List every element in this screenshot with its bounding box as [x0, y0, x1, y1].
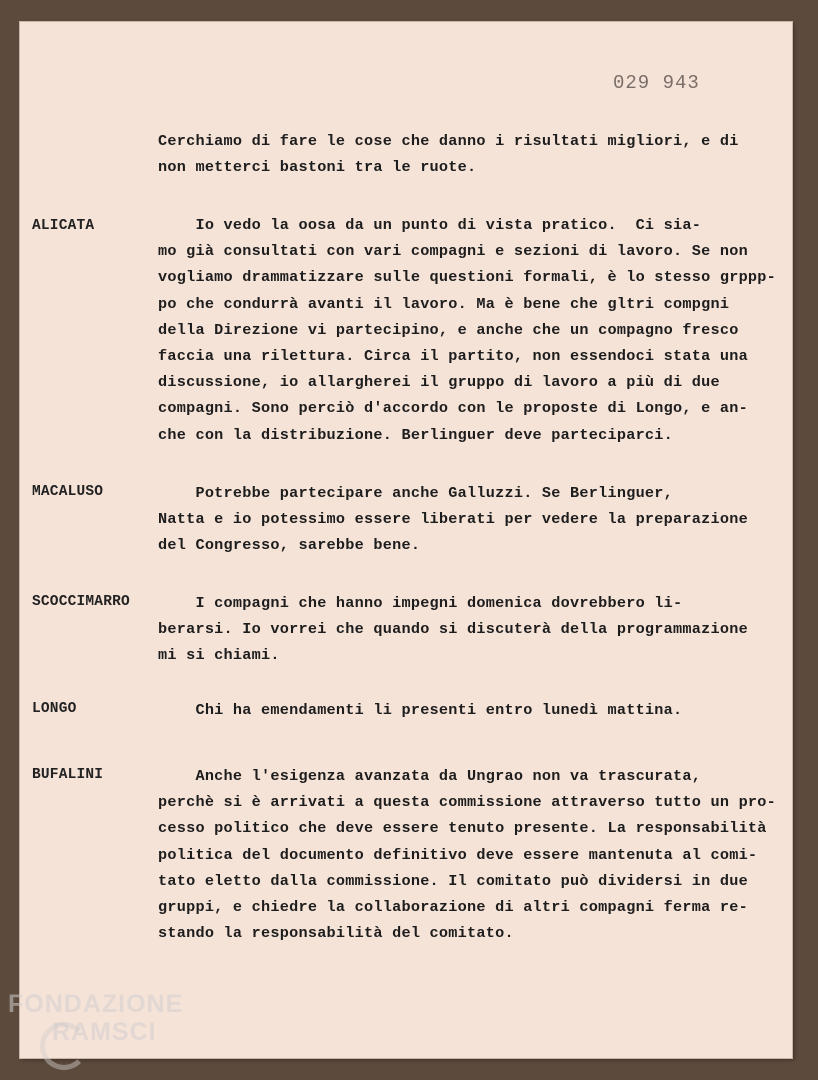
text-line: perchè si è arrivati a questa commissione attraverso tutto un pro- [158, 793, 777, 812]
speaker-name: SCOCCIMARRO [32, 594, 130, 610]
speech-paragraph [158, 697, 798, 723]
speaker-name: ALICATA [32, 218, 95, 234]
speech-paragraph [158, 480, 798, 559]
speech-paragraph [158, 763, 798, 946]
text-line: gruppi, e chiedre la collaborazione di altri compagni ferma re- [158, 897, 748, 916]
text-line: della Direzione vi partecipino, e anche che un compagno fresco [158, 320, 739, 339]
watermark-line-1: FONDAZIONE [8, 990, 184, 1018]
speech-paragraph [158, 128, 798, 180]
text-line: cesso politico che deve essere tenuto presente. La responsabilità [158, 819, 767, 838]
text-line: Anche l'esigenza avanzata da Ungrao non va trascurata, [158, 767, 702, 785]
speaker-name: BUFALINI [32, 767, 104, 783]
text-line: Chi ha emendamenti li presenti entro lunedì mattina. [158, 701, 683, 719]
gramsci-logo-icon [40, 1022, 88, 1070]
text-line: compagni. Sono perciò d'accordo con le proposte di Longo, e an- [158, 399, 748, 418]
text-line: Io vedo la oosa da un punto di vista pratico. Ci sia- [158, 216, 702, 234]
text-line: discussione, io allargherei il gruppo di lavoro a più di due [158, 373, 720, 392]
speaker-name: LONGO [32, 701, 77, 717]
text-line: Cerchiamo di fare le cose che danno i risultati migliori, e di [158, 132, 739, 150]
text-line: faccia una rilettura. Circa il partito, non essendoci stata una [158, 346, 748, 365]
page-number: 029 943 [613, 72, 700, 94]
text-line: Natta e io potessimo essere liberati per vedere la preparazione [158, 510, 748, 529]
text-line: stando la responsabilità del comitato. [158, 924, 514, 943]
speaker-name: MACALUSO [32, 484, 104, 500]
text-line: mi si chiami. [158, 646, 280, 665]
speech-paragraph [158, 212, 798, 448]
text-line: politica del documento definitivo deve essere mantenuta al comi- [158, 845, 758, 864]
text-line: po che condurrà avanti il lavoro. Ma è bene che gltri compgni [158, 294, 730, 313]
text-line: che con la distribuzione. Berlinguer deve parteciparci. [158, 425, 674, 444]
text-line: mo già consultati con vari compagni e sezioni di lavoro. Se non [158, 242, 748, 261]
text-line: berarsi. Io vorrei che quando si discuterà della programmazione [158, 620, 748, 639]
text-line: vogliamo drammatizzare sulle questioni formali, è lo stesso grppp- [158, 268, 777, 287]
speech-paragraph [158, 590, 798, 669]
text-line: I compagni che hanno impegni domenica dovrebbero li- [158, 594, 683, 612]
fondazione-gramsci-watermark [8, 990, 183, 1046]
text-line: Potrebbe partecipare anche Galluzzi. Se Berlinguer, [158, 484, 674, 502]
watermark-line-2: RAMSCI [52, 1018, 157, 1046]
text-line: tato eletto dalla commissione. Il comitato può dividersi in due [158, 871, 748, 890]
text-line: non metterci bastoni tra le ruote. [158, 158, 477, 177]
text-line: del Congresso, sarebbe bene. [158, 536, 421, 555]
